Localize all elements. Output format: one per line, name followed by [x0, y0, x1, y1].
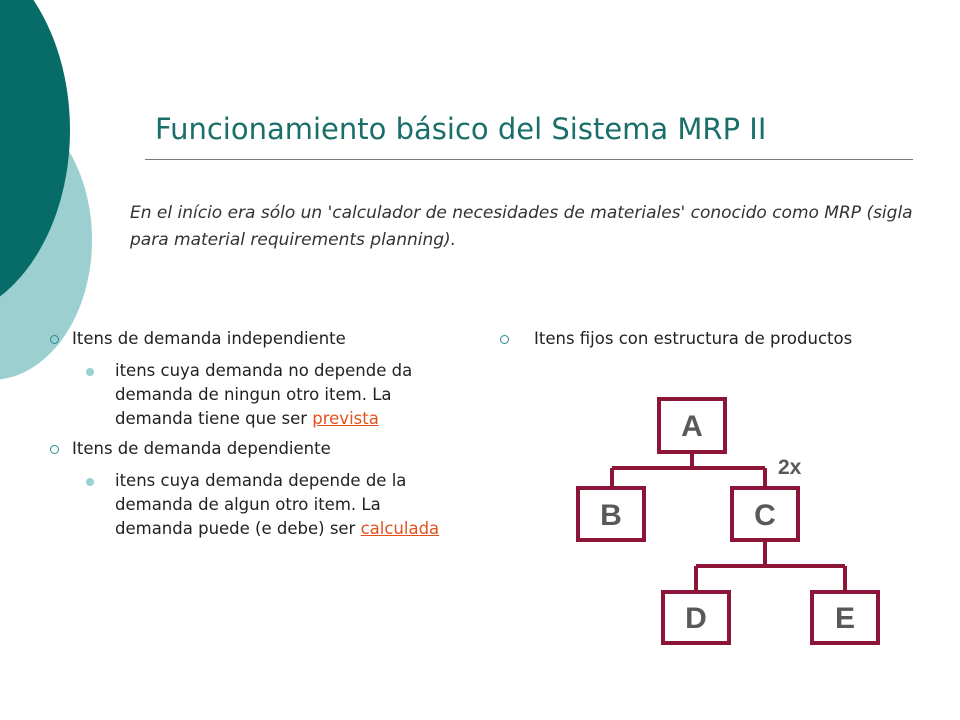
tree-edge-a-bc	[612, 452, 765, 488]
tree-node-b	[578, 488, 644, 540]
sub-item-independent-demand	[48, 359, 445, 431]
intro-text: En el início era sólo un 'calculador de necesidades de materiales' conocido como MRP (sigla para material requirements planning).	[130, 203, 913, 250]
left-column	[48, 327, 468, 547]
tree-node-a	[659, 399, 725, 452]
tree-node-label: D	[685, 602, 707, 635]
tree-node-d	[663, 592, 729, 643]
tree-node-label: C	[754, 499, 776, 532]
hollow-bullet-icon	[500, 335, 509, 344]
right-column	[500, 327, 860, 359]
sub-item-text: itens cuya demanda depende de la demanda de algun otro item. La demanda puede (e debe) ser	[115, 471, 407, 538]
tree-node-label: B	[600, 499, 622, 532]
quantity-label: 2x	[778, 456, 802, 479]
tree-node-c	[732, 488, 798, 540]
dot-bullet-icon	[86, 368, 94, 376]
hollow-bullet-icon	[50, 445, 59, 454]
list-item-independent-demand	[48, 327, 468, 351]
title-divider	[145, 159, 913, 160]
list-item-heading: Itens de demanda independiente	[72, 329, 346, 348]
list-item-heading: Itens fijos con estructura de productos	[534, 329, 853, 348]
tree-edge-c-de	[696, 540, 845, 592]
list-item-heading: Itens de demanda dependiente	[72, 439, 331, 458]
list-item-product-structure	[500, 327, 860, 351]
tree-node-label: A	[681, 410, 703, 443]
sub-item-dependent-demand	[48, 469, 445, 541]
product-structure-tree	[560, 390, 900, 660]
tree-node-e	[812, 592, 878, 643]
hollow-bullet-icon	[50, 335, 59, 344]
tree-node-label: E	[834, 602, 856, 635]
link-prevista[interactable]: prevista	[312, 409, 379, 428]
sub-item-text: itens cuya demanda no depende da demanda de ningun otro item. La demanda tiene que ser	[115, 361, 413, 428]
list-item-dependent-demand	[48, 437, 468, 461]
dot-bullet-icon	[86, 478, 94, 486]
link-calculada[interactable]: calculada	[360, 519, 440, 538]
slide-title: Funcionamiento básico del Sistema MRP II	[155, 112, 767, 146]
